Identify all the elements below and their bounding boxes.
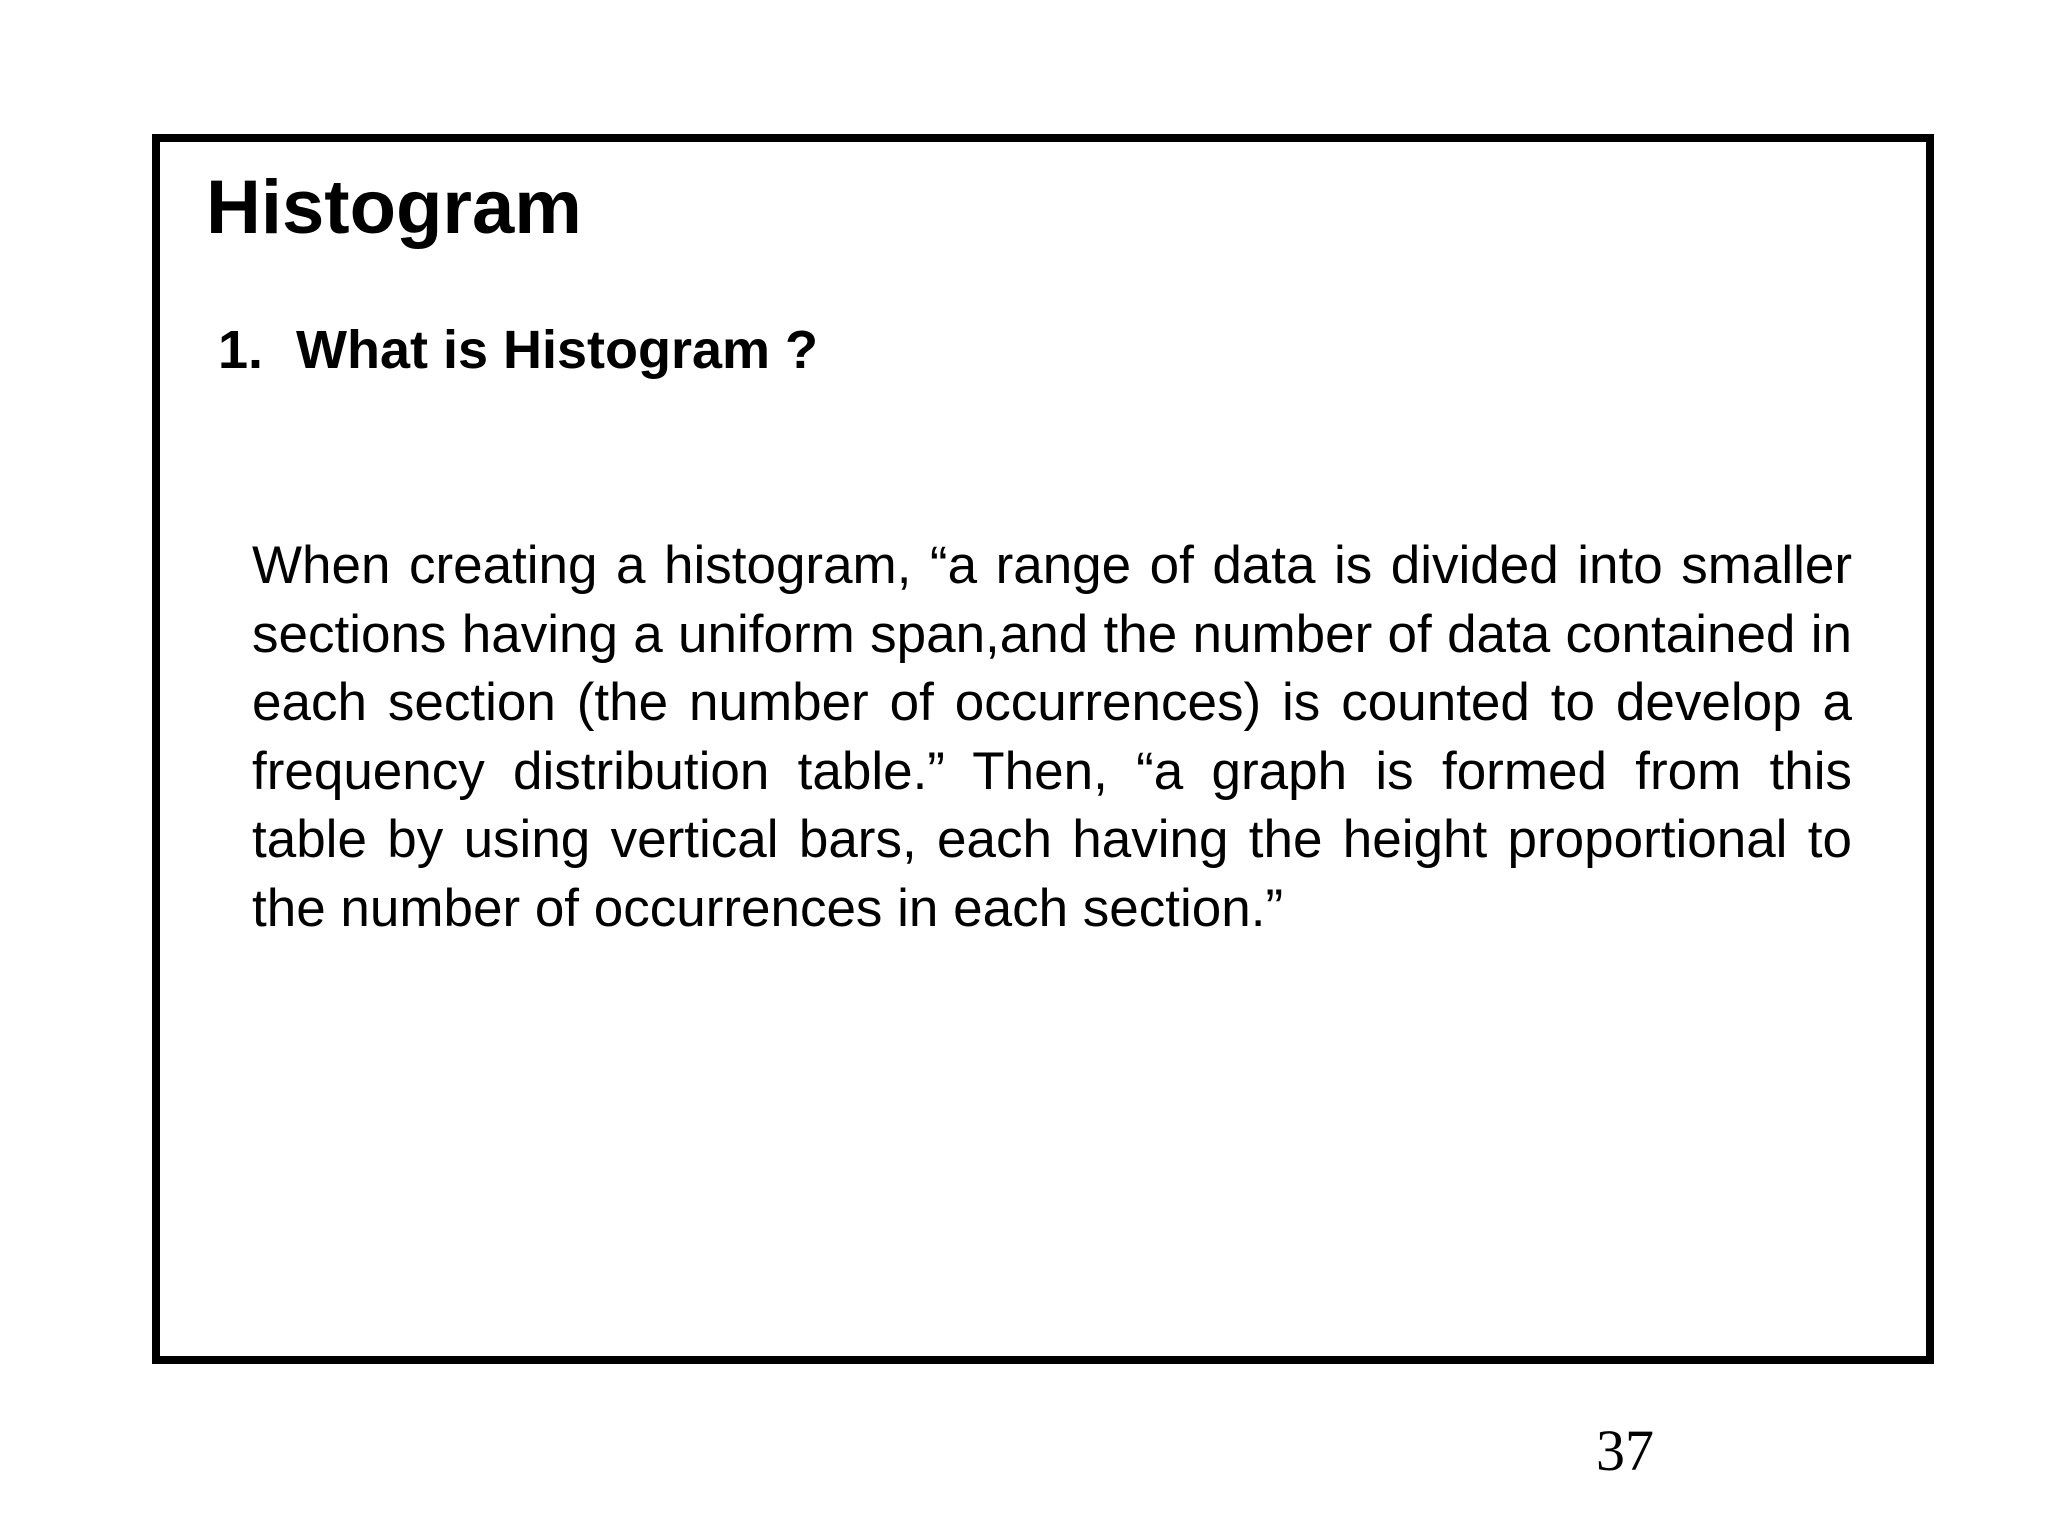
section-heading <box>218 318 818 383</box>
page-number: 37 <box>1596 1418 1654 1483</box>
section-heading-text: What is Histogram ? <box>296 320 819 380</box>
body-paragraph: When creating a histogram, “a range of data is divided into smaller sections having a uniform span,and the number of data contained in each section (the number of occurrences) is counted to develop a frequency distribution table.” Then, “a graph is formed from this table by using vertical bars, each having the height proportional to the number of occurrences in each section.” <box>252 536 1852 938</box>
slide-frame <box>152 134 1934 1364</box>
slide-title: Histogram <box>206 165 582 250</box>
section-number: 1. <box>218 320 264 380</box>
